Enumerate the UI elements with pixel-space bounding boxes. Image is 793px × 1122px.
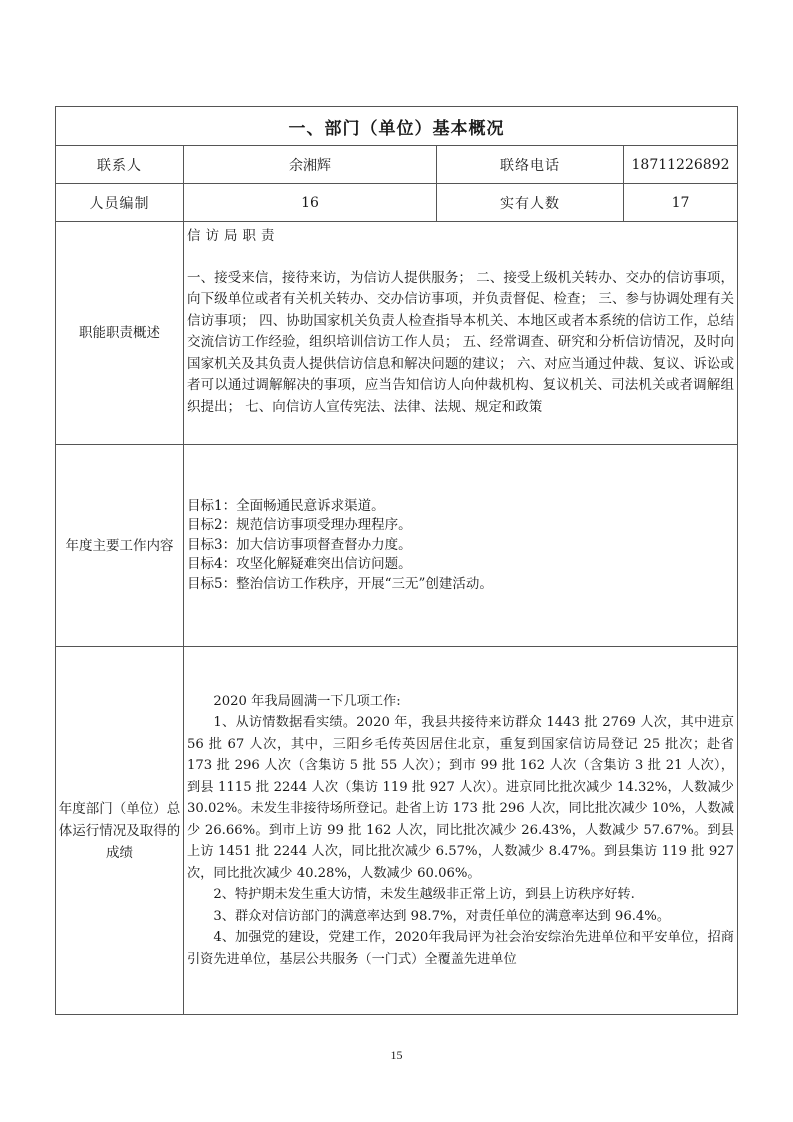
duties-cell xyxy=(184,222,738,445)
annual-work-cell xyxy=(184,445,738,647)
page-number: 15 xyxy=(390,1048,403,1062)
staffing-value: 16 xyxy=(184,184,437,222)
section-title: 一、部门（单位）基本概况 xyxy=(56,107,738,146)
actual-staff-label: 实有人数 xyxy=(437,184,624,222)
performance-cell xyxy=(184,647,738,1015)
duties-text: 一、接受来信，接待来访，为信访人提供服务； 二、接受上级机关转办、交办的信访事项，向下级单位或者有关机关转办、交办信访事项，并负责督促、检查； 三、参与协调处理有关信访事项； 四、协助国家机关负责人检查指导本机关、本地区或者本系统的信访工作，总结交流信访工作经验，组织培训信访工作人员； 五、经常调查、研究和分析信访情况，及时向国家机关及其负责人提供信访信息和解决问题的建议； 六、对应当通过仲裁、复议、诉讼或者可以通过调解解决的事项，应当告知信访人向仲裁机构、复议机关、司法机关或者调解组织提出； 七、向信访人宣传宪法、法律、法规、规定和政策 xyxy=(187,269,734,415)
performance-paragraph: 2、特护期未发生重大访情，未发生越级非正常上访，到县上访秩序好转. xyxy=(213,887,635,903)
duties-label: 职能职责概述 xyxy=(56,222,184,445)
performance-label: 年度部门（单位）总体运行情况及取得的成绩 xyxy=(56,647,184,1015)
duties-row xyxy=(56,222,738,445)
performance-row xyxy=(56,647,738,1015)
staffing-label: 人员编制 xyxy=(56,184,184,222)
goal-item: 目标1：全面畅通民意诉求渠道。 xyxy=(187,497,385,514)
goal-item: 目标4：攻坚化解疑难突出信访问题。 xyxy=(187,556,412,573)
annual-work-label: 年度主要工作内容 xyxy=(56,445,184,647)
performance-paragraph: 3、群众对信访部门的满意率达到 98.7%，对责任单位的满意率达到 96.4%。 xyxy=(213,908,671,924)
contact-label: 联系人 xyxy=(56,146,184,184)
duties-title: 信访局职责 xyxy=(187,228,280,244)
contact-row xyxy=(56,146,738,184)
performance-paragraph: 4、加强党的建设，党建工作，2020年我局评为社会治安综治先进单位和平安单位，招商引资先进单位，基层公共服务（一门式）全覆盖先进单位 xyxy=(187,930,734,967)
contact-value: 余湘辉 xyxy=(184,146,437,184)
actual-staff-value: 17 xyxy=(624,184,738,222)
goal-item: 目标5：整治信访工作秩序，开展“三无”创建活动。 xyxy=(187,575,493,592)
performance-paragraph: 1、从访情数据看实绩。2020 年，我县共接待来访群众 1443 批 2769 人次，其中进京 56 批 67 人次，其中，三阳乡毛传英因居住北京，重复到国家信访局登记 25 批次；赴省 173 批 296 人次（含集访 5 批 55 人次）；到市 99 批 162 人次（含集访 3 批 21 人次），到县 1115 批 2244 人次（集访 119 批 927 人次）。进京同比批次减少 14.32%，人数减少 30.02%。未发生非接待场所登记。赴省上访 173 批 296 人次，同比批次减少 10%，人数减少 26.66%。到市上访 99 批 162 人次，同比批次减少 26.43%，人数减少 57.67%。到县上访 1451 批 2244 人次，同比批次减少 6.57%，人数减少 8.47%。到县集访 119 批 927 次，同比批次减少 40.28%，人数减少 60.06%。 xyxy=(187,715,734,881)
annual-work-row xyxy=(56,445,738,647)
phone-value: 18711226892 xyxy=(624,146,738,184)
staffing-row xyxy=(56,184,738,222)
performance-paragraph: 2020 年我局圆满一下几项工作: xyxy=(213,693,401,709)
basic-overview-table xyxy=(55,106,738,1015)
goal-item: 目标2：规范信访事项受理办理程序。 xyxy=(187,517,412,534)
goal-item: 目标3：加大信访事项督查督办力度。 xyxy=(187,536,412,553)
phone-label: 联络电话 xyxy=(437,146,624,184)
title-row xyxy=(56,107,738,146)
